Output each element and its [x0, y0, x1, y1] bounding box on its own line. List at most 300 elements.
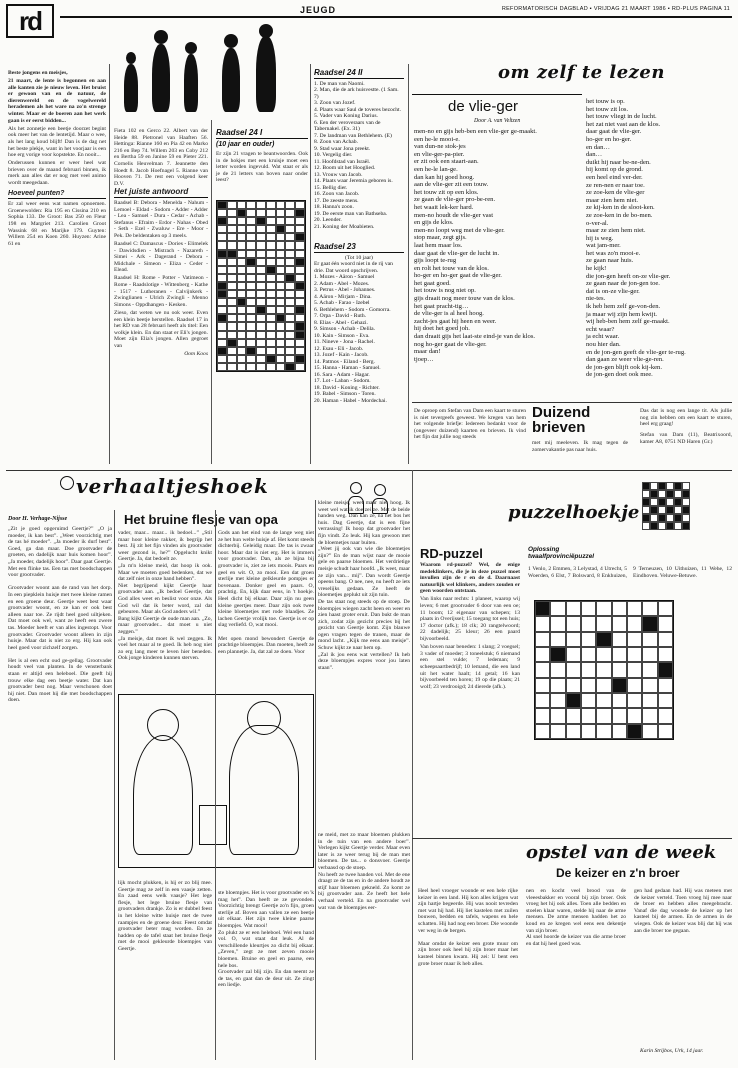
- puzzle-cell[interactable]: [217, 322, 227, 330]
- puzzle-cell[interactable]: [246, 201, 256, 209]
- puzzle-cell[interactable]: [295, 250, 305, 258]
- puzzle-cell[interactable]: [227, 233, 237, 241]
- ozl-author: Door A. van Veltzen: [474, 118, 521, 124]
- raadsel-24-ii-item: 6. Een der veroveraars van de Tabernakel. (Ex. 31): [314, 119, 381, 132]
- puzzle-cell[interactable]: [285, 217, 295, 225]
- puzzle-cell[interactable]: [295, 306, 305, 314]
- ozl-line: daar gaat de vlie-ger de lucht in.: [414, 249, 500, 257]
- puzzle-cell[interactable]: [256, 225, 266, 233]
- puzzle-cell[interactable]: [256, 217, 266, 225]
- puzzle-cell[interactable]: [581, 724, 596, 739]
- puzzle-cell[interactable]: [658, 662, 673, 677]
- puzzle-cell[interactable]: [285, 306, 295, 314]
- raadsel-23-item: 19. Babel - Simson - Toren.: [314, 391, 376, 397]
- puzzle-cell[interactable]: [285, 274, 295, 282]
- puzzle-cell[interactable]: [246, 306, 256, 314]
- puzzle-cell[interactable]: [227, 209, 237, 217]
- puzzle-cell[interactable]: [237, 322, 247, 330]
- raadsel-23-subtitle: (Tot 10 jaar): [345, 254, 373, 261]
- puzzle-cell[interactable]: [256, 339, 266, 347]
- puzzle-cell[interactable]: [596, 708, 611, 723]
- raadsel-24-ii-title: Raadsel 24 II: [314, 70, 404, 79]
- puzzle-cell[interactable]: [266, 339, 276, 347]
- puzzle-cell[interactable]: [227, 258, 237, 266]
- puzzle-cell[interactable]: [227, 347, 237, 355]
- puzzle-cell[interactable]: [237, 201, 247, 209]
- puzzle-cell[interactable]: [627, 601, 642, 616]
- puzzle-cell[interactable]: [237, 274, 247, 282]
- puzzle-cell[interactable]: [246, 258, 256, 266]
- puzzle-cell[interactable]: [550, 724, 565, 739]
- puzzle-cell[interactable]: [266, 355, 276, 363]
- puzzle-cell[interactable]: [295, 355, 305, 363]
- puzzle-cell[interactable]: [295, 274, 305, 282]
- puzzle-cell[interactable]: [285, 339, 295, 347]
- puzzle-cell[interactable]: [237, 250, 247, 258]
- puzzle-cell[interactable]: [266, 201, 276, 209]
- ozl-line: een heel eind ver-der.: [586, 173, 643, 181]
- puzzle-cell[interactable]: [246, 274, 256, 282]
- puzzle-cell[interactable]: [276, 306, 286, 314]
- puzzle-cell[interactable]: [550, 678, 565, 693]
- puzzle-cell[interactable]: [566, 662, 581, 677]
- puzzle-cell[interactable]: [612, 647, 627, 662]
- puzzle-cell[interactable]: [295, 322, 305, 330]
- decoration-cell: [682, 514, 690, 522]
- puzzle-cell[interactable]: [276, 209, 286, 217]
- puzzle-cell[interactable]: [246, 209, 256, 217]
- puzzle-cell[interactable]: [217, 339, 227, 347]
- puzzle-cell[interactable]: [581, 678, 596, 693]
- puzzle-cell[interactable]: [612, 632, 627, 647]
- puzzle-cell[interactable]: [237, 225, 247, 233]
- decoration-cell: [658, 490, 666, 498]
- puzzle-cell[interactable]: [566, 601, 581, 616]
- puzzle-cell[interactable]: [276, 201, 286, 209]
- puzzle-cell[interactable]: [295, 290, 305, 298]
- puzzle-cell[interactable]: [285, 347, 295, 355]
- puzzle-cell[interactable]: [227, 201, 237, 209]
- puzzle-cell[interactable]: [627, 678, 642, 693]
- puzzle-cell[interactable]: [535, 632, 550, 647]
- puzzle-cell[interactable]: [227, 331, 237, 339]
- puzzle-cell[interactable]: [550, 647, 565, 662]
- puzzle-cell[interactable]: [237, 363, 247, 371]
- puzzle-cell[interactable]: [246, 282, 256, 290]
- puzzle-cell[interactable]: [276, 250, 286, 258]
- raadsel-24-ii-item: 18. Hanna's zoon.: [314, 204, 354, 210]
- puzzle-cell[interactable]: [295, 347, 305, 355]
- puzzle-cell[interactable]: [237, 306, 247, 314]
- puzzle-cell[interactable]: [295, 201, 305, 209]
- puzzle-cell[interactable]: [535, 601, 550, 616]
- puzzle-cell[interactable]: [227, 363, 237, 371]
- puzzle-cell[interactable]: [596, 647, 611, 662]
- puzzle-cell[interactable]: [535, 662, 550, 677]
- puzzle-cell[interactable]: [550, 662, 565, 677]
- puzzle-cell[interactable]: [285, 201, 295, 209]
- ozl-line: ze kij-ken in de sloot-ken.: [586, 204, 655, 212]
- puzzle-cell[interactable]: [285, 355, 295, 363]
- puzzle-cell[interactable]: [295, 241, 305, 249]
- puzzle-cell[interactable]: [596, 724, 611, 739]
- puzzle-cell[interactable]: [596, 601, 611, 616]
- puzzle-cell[interactable]: [642, 601, 657, 616]
- puzzle-cell[interactable]: [246, 339, 256, 347]
- puzzle-cell[interactable]: [295, 314, 305, 322]
- puzzle-cell[interactable]: [256, 266, 266, 274]
- puzzle-cell[interactable]: [596, 693, 611, 708]
- puzzle-cell[interactable]: [276, 298, 286, 306]
- puzzle-cell[interactable]: [217, 241, 227, 249]
- puzzle-cell[interactable]: [227, 355, 237, 363]
- puzzle-cell[interactable]: [237, 290, 247, 298]
- puzzle-cell[interactable]: [266, 298, 276, 306]
- puzzle-cell[interactable]: [266, 241, 276, 249]
- puzzle-cell[interactable]: [266, 331, 276, 339]
- puzzle-cell[interactable]: [217, 258, 227, 266]
- puzzle-cell[interactable]: [658, 693, 673, 708]
- puzzle-cell[interactable]: [246, 363, 256, 371]
- puzzle-cell[interactable]: [566, 632, 581, 647]
- puzzle-cell[interactable]: [266, 322, 276, 330]
- rd-puzzel-vertical: Van boven naar beneden: 1 slang; 2 voegsel; 3 vader of moeder; 3 toneelstuk; 6 niemand een stel vulde; 7 ledeman; 9 scheepsaartbedrijf; 10 lemand, die een land uit het water haalt; 14 getal; 16 kan bijvoorbeeld ten horen; 19 op die plaats; 21 wolf; 23 verdrooigd; 24 dierede (afk.).: [420, 644, 520, 690]
- puzzel-banner: puzzelhoekje: [508, 502, 640, 523]
- puzzle-cell[interactable]: [276, 331, 286, 339]
- verhaal-col-3: Gods aan het eind van de lange weg niet ze het hun welte huisje af. Het komt steeds dichterbij. Geleidig maar. De tas is zwaar hoor. Maar dat is niet erg. Het is immers voor grootvader. Dan, als ze bijna bij grootvader is, ziet ze iets moois. Paars en geel en wit. O, zo mooi. Een dat groen sterlije met kleine gelkleurde pompjes er bovenaan. Donker geel en paars. O, prachtig. En, kijk daar eens, in 't hoekje. Heel dicht bij elkaar. Daar zijn nu geen kleine geertjes meer. Daar zijn ook twee kleine bloemetjes met rode blaadjes. Ze lachen Geertje vrolijk toe. Geertje is er op slag verliefd. O, wat mooi. Met open mond bewondert Geertje de prachtige bloempjes. Dan moeten, heeft ze een plannetje. Ja, dat zal ze doen. Voor: [218, 530, 314, 655]
- ozl-line: dan gaan ze weer vlie-ge-ren.: [586, 356, 664, 364]
- puzzle-cell[interactable]: [581, 693, 596, 708]
- puzzle-cell[interactable]: [246, 233, 256, 241]
- ozl-line: tjoep…: [414, 355, 434, 363]
- puzzle-cell[interactable]: [227, 298, 237, 306]
- decoration-cell: [682, 482, 690, 490]
- puzzle-cell[interactable]: [285, 290, 295, 298]
- puzzle-cell[interactable]: [256, 347, 266, 355]
- puzzle-cell[interactable]: [227, 322, 237, 330]
- puzzle-cell[interactable]: [227, 250, 237, 258]
- puzzle-cell[interactable]: [266, 274, 276, 282]
- puzzle-cell[interactable]: [295, 282, 305, 290]
- puzzle-cell[interactable]: [227, 314, 237, 322]
- puzzle-cell[interactable]: [642, 724, 657, 739]
- puzzle-cell[interactable]: [295, 209, 305, 217]
- puzzle-cell[interactable]: [535, 693, 550, 708]
- puzzle-cell[interactable]: [266, 282, 276, 290]
- puzzle-cell[interactable]: [256, 274, 266, 282]
- puzzle-cell[interactable]: [237, 282, 247, 290]
- puzzle-cell[interactable]: [285, 363, 295, 371]
- puzzle-cell[interactable]: [581, 662, 596, 677]
- puzzle-cell[interactable]: [246, 250, 256, 258]
- puzzle-cell[interactable]: [612, 708, 627, 723]
- puzzle-cell[interactable]: [295, 233, 305, 241]
- puzzle-cell[interactable]: [285, 241, 295, 249]
- puzzle-cell[interactable]: [227, 225, 237, 233]
- puzzle-cell[interactable]: [217, 363, 227, 371]
- puzzle-cell[interactable]: [285, 209, 295, 217]
- puzzle-cell[interactable]: [658, 632, 673, 647]
- puzzle-cell[interactable]: [612, 662, 627, 677]
- puzzle-cell[interactable]: [627, 708, 642, 723]
- puzzle-cell[interactable]: [266, 217, 276, 225]
- puzzle-cell[interactable]: [642, 708, 657, 723]
- puzzle-cell[interactable]: [627, 662, 642, 677]
- puzzle-cell[interactable]: [658, 724, 673, 739]
- puzzle-cell[interactable]: [581, 616, 596, 631]
- ozl-column-1: [414, 128, 574, 363]
- puzzle-cell[interactable]: [285, 225, 295, 233]
- puzzle-cell[interactable]: [627, 693, 642, 708]
- puzzle-cell[interactable]: [658, 616, 673, 631]
- puzzle-cell[interactable]: [295, 217, 305, 225]
- puzzle-cell[interactable]: [612, 601, 627, 616]
- raadsel-24-ii-item: 1. De man van Naomi.: [314, 80, 365, 87]
- puzzle-cell[interactable]: [285, 322, 295, 330]
- raadsel-23-item: 8. Elias - Abel - Gehazi.: [314, 319, 368, 326]
- puzzle-cell[interactable]: [285, 266, 295, 274]
- puzzle-cell[interactable]: [581, 647, 596, 662]
- puzzle-cell[interactable]: [276, 266, 286, 274]
- puzzle-cell[interactable]: [246, 298, 256, 306]
- puzzle-cell[interactable]: [237, 258, 247, 266]
- puzzle-cell[interactable]: [658, 678, 673, 693]
- puzzle-cell[interactable]: [596, 632, 611, 647]
- puzzle-cell[interactable]: [256, 209, 266, 217]
- puzzle-cell[interactable]: [276, 347, 286, 355]
- puzzle-cell[interactable]: [658, 647, 673, 662]
- puzzle-cell[interactable]: [266, 347, 276, 355]
- puzzle-cell[interactable]: [227, 282, 237, 290]
- ozl-line: hij doet het goed joh.: [414, 325, 470, 333]
- puzzle-cell[interactable]: [276, 282, 286, 290]
- puzzle-cell[interactable]: [566, 616, 581, 631]
- puzzle-cell[interactable]: [217, 347, 227, 355]
- decoration-cell: [666, 514, 674, 522]
- puzzle-cell[interactable]: [217, 282, 227, 290]
- puzzle-cell[interactable]: [256, 282, 266, 290]
- puzzle-cell[interactable]: [612, 693, 627, 708]
- puzzle-cell[interactable]: [295, 258, 305, 266]
- puzzle-cell[interactable]: [237, 266, 247, 274]
- puzzle-cell[interactable]: [217, 266, 227, 274]
- puzzle-cell[interactable]: [276, 322, 286, 330]
- puzzle-cell[interactable]: [642, 678, 657, 693]
- puzzle-cell[interactable]: [237, 233, 247, 241]
- puzzle-cell[interactable]: [535, 724, 550, 739]
- puzzle-cell[interactable]: [246, 314, 256, 322]
- puzzle-cell[interactable]: [256, 298, 266, 306]
- puzzle-cell[interactable]: [217, 314, 227, 322]
- puzzle-cell[interactable]: [295, 266, 305, 274]
- puzzle-cell[interactable]: [627, 616, 642, 631]
- puzzle-cell[interactable]: [566, 647, 581, 662]
- puzzle-cell[interactable]: [596, 662, 611, 677]
- puzzle-cell[interactable]: [566, 724, 581, 739]
- puzzle-cell[interactable]: [612, 678, 627, 693]
- raadsel-24-ii-item: 9. Stad waar Jona preekt.: [314, 145, 371, 152]
- puzzle-cell[interactable]: [276, 241, 286, 249]
- puzzle-cell[interactable]: [217, 217, 227, 225]
- puzzle-cell[interactable]: [266, 363, 276, 371]
- puzzle-cell[interactable]: [227, 339, 237, 347]
- puzzle-cell[interactable]: [227, 217, 237, 225]
- puzzle-cell[interactable]: [237, 241, 247, 249]
- puzzle-cell[interactable]: [217, 274, 227, 282]
- puzzle-cell[interactable]: [276, 217, 286, 225]
- puzzle-cell[interactable]: [627, 724, 642, 739]
- puzzle-cell[interactable]: [256, 290, 266, 298]
- puzzle-cell[interactable]: [550, 616, 565, 631]
- puzzle-cell[interactable]: [266, 233, 276, 241]
- puzzle-cell[interactable]: [276, 258, 286, 266]
- puzzle-cell[interactable]: [266, 306, 276, 314]
- puzzle-cell[interactable]: [266, 250, 276, 258]
- puzzle-cell[interactable]: [266, 209, 276, 217]
- puzzle-cell[interactable]: [256, 322, 266, 330]
- puzzle-cell[interactable]: [285, 331, 295, 339]
- puzzle-cell[interactable]: [627, 632, 642, 647]
- decoration-cell: [666, 522, 674, 530]
- puzzle-cell[interactable]: [217, 355, 227, 363]
- puzzle-cell[interactable]: [256, 250, 266, 258]
- puzzle-cell[interactable]: [658, 708, 673, 723]
- puzzle-cell[interactable]: [295, 339, 305, 347]
- puzzle-cell[interactable]: [285, 250, 295, 258]
- puzzle-cell[interactable]: [237, 217, 247, 225]
- puzzle-cell[interactable]: [596, 678, 611, 693]
- puzzle-cell[interactable]: [246, 241, 256, 249]
- puzzle-cell[interactable]: [295, 363, 305, 371]
- puzzle-cell[interactable]: [285, 258, 295, 266]
- puzzle-cell[interactable]: [612, 616, 627, 631]
- puzzle-cell[interactable]: [285, 282, 295, 290]
- raadsel-24-grid[interactable]: [216, 200, 306, 372]
- puzzle-cell[interactable]: [217, 225, 227, 233]
- puzzle-cell[interactable]: [237, 314, 247, 322]
- puzzle-cell[interactable]: [246, 225, 256, 233]
- puzzle-cell[interactable]: [256, 314, 266, 322]
- puzzle-cell[interactable]: [596, 616, 611, 631]
- puzzle-cell[interactable]: [246, 266, 256, 274]
- ozl-line: het touw zit los.: [586, 105, 629, 113]
- puzzle-cell[interactable]: [550, 693, 565, 708]
- decoration-cell: [658, 482, 666, 490]
- puzzle-cell[interactable]: [217, 233, 227, 241]
- puzzle-cell[interactable]: [217, 331, 227, 339]
- puzzle-cell[interactable]: [217, 298, 227, 306]
- puzzle-cell[interactable]: [217, 201, 227, 209]
- puzzle-cell[interactable]: [227, 274, 237, 282]
- puzzle-cell[interactable]: [550, 601, 565, 616]
- puzzle-cell[interactable]: [227, 266, 237, 274]
- puzzle-cell[interactable]: [295, 298, 305, 306]
- puzzle-cell[interactable]: [276, 290, 286, 298]
- puzzle-cell[interactable]: [535, 616, 550, 631]
- puzzle-cell[interactable]: [642, 662, 657, 677]
- puzzle-cell[interactable]: [285, 314, 295, 322]
- puzzle-cell[interactable]: [256, 355, 266, 363]
- puzzle-cell[interactable]: [237, 209, 247, 217]
- puzzle-cell[interactable]: [642, 616, 657, 631]
- raadsel-24-ii-item: 4. Plaats waar Saul de toveres bezocht.: [314, 106, 401, 113]
- puzzle-cell[interactable]: [256, 363, 266, 371]
- puzzle-cell[interactable]: [227, 290, 237, 298]
- puzzle-cell[interactable]: [276, 314, 286, 322]
- puzzle-cell[interactable]: [658, 601, 673, 616]
- puzzle-cell[interactable]: [642, 647, 657, 662]
- puzzle-cell[interactable]: [246, 322, 256, 330]
- puzzle-cell[interactable]: [246, 331, 256, 339]
- puzzle-cell[interactable]: [237, 339, 247, 347]
- puzzle-cell[interactable]: [550, 708, 565, 723]
- puzzle-cell[interactable]: [642, 632, 657, 647]
- puzzle-cell[interactable]: [276, 339, 286, 347]
- puzzle-cell[interactable]: [217, 306, 227, 314]
- puzzle-cell[interactable]: [295, 331, 305, 339]
- puzzle-cell[interactable]: [276, 274, 286, 282]
- puzzle-cell[interactable]: [246, 290, 256, 298]
- puzzle-cell[interactable]: [642, 693, 657, 708]
- puzzle-cell[interactable]: [566, 693, 581, 708]
- puzzle-cell[interactable]: [237, 355, 247, 363]
- puzzle-cell[interactable]: [237, 298, 247, 306]
- puzzle-cell[interactable]: [535, 647, 550, 662]
- puzzle-cell[interactable]: [246, 355, 256, 363]
- puzzle-cell[interactable]: [256, 241, 266, 249]
- puzzle-cell[interactable]: [217, 209, 227, 217]
- puzzle-cell[interactable]: [285, 298, 295, 306]
- puzzle-cell[interactable]: [246, 217, 256, 225]
- puzzle-cell[interactable]: [256, 258, 266, 266]
- puzzle-cell[interactable]: [535, 678, 550, 693]
- puzzle-cell[interactable]: [550, 632, 565, 647]
- puzzle-cell[interactable]: [266, 266, 276, 274]
- puzzle-cell[interactable]: [612, 724, 627, 739]
- puzzle-cell[interactable]: [535, 708, 550, 723]
- puzzle-cell[interactable]: [246, 347, 256, 355]
- puzzle-cell[interactable]: [256, 233, 266, 241]
- puzzle-cell[interactable]: [266, 258, 276, 266]
- puzzle-cell[interactable]: [276, 233, 286, 241]
- puzzle-cell[interactable]: [276, 363, 286, 371]
- puzzle-cell[interactable]: [266, 290, 276, 298]
- puzzle-cell[interactable]: [256, 331, 266, 339]
- puzzle-cell[interactable]: [276, 355, 286, 363]
- puzzle-cell[interactable]: [581, 601, 596, 616]
- puzzle-cell[interactable]: [217, 290, 227, 298]
- puzzle-cell[interactable]: [237, 331, 247, 339]
- puzzle-cell[interactable]: [266, 225, 276, 233]
- puzzle-cell[interactable]: [217, 250, 227, 258]
- puzzle-cell[interactable]: [566, 678, 581, 693]
- ozl-line: men-no en gijs heb-ben een vlie-ger ge-maakt.: [414, 128, 537, 135]
- puzzle-cell[interactable]: [227, 306, 237, 314]
- puzzle-cell[interactable]: [566, 708, 581, 723]
- puzzle-cell[interactable]: [256, 201, 266, 209]
- puzzle-cell[interactable]: [295, 225, 305, 233]
- puzzle-cell[interactable]: [581, 708, 596, 723]
- puzzle-cell[interactable]: [285, 233, 295, 241]
- puzzle-cell[interactable]: [237, 347, 247, 355]
- puzzle-cell[interactable]: [581, 632, 596, 647]
- puzzle-cell[interactable]: [266, 314, 276, 322]
- puzzle-cell[interactable]: [276, 225, 286, 233]
- puzzle-cell[interactable]: [627, 647, 642, 662]
- rd-puzzel-grid[interactable]: [534, 600, 674, 740]
- puzzle-cell[interactable]: [227, 241, 237, 249]
- puzzle-cell[interactable]: [256, 306, 266, 314]
